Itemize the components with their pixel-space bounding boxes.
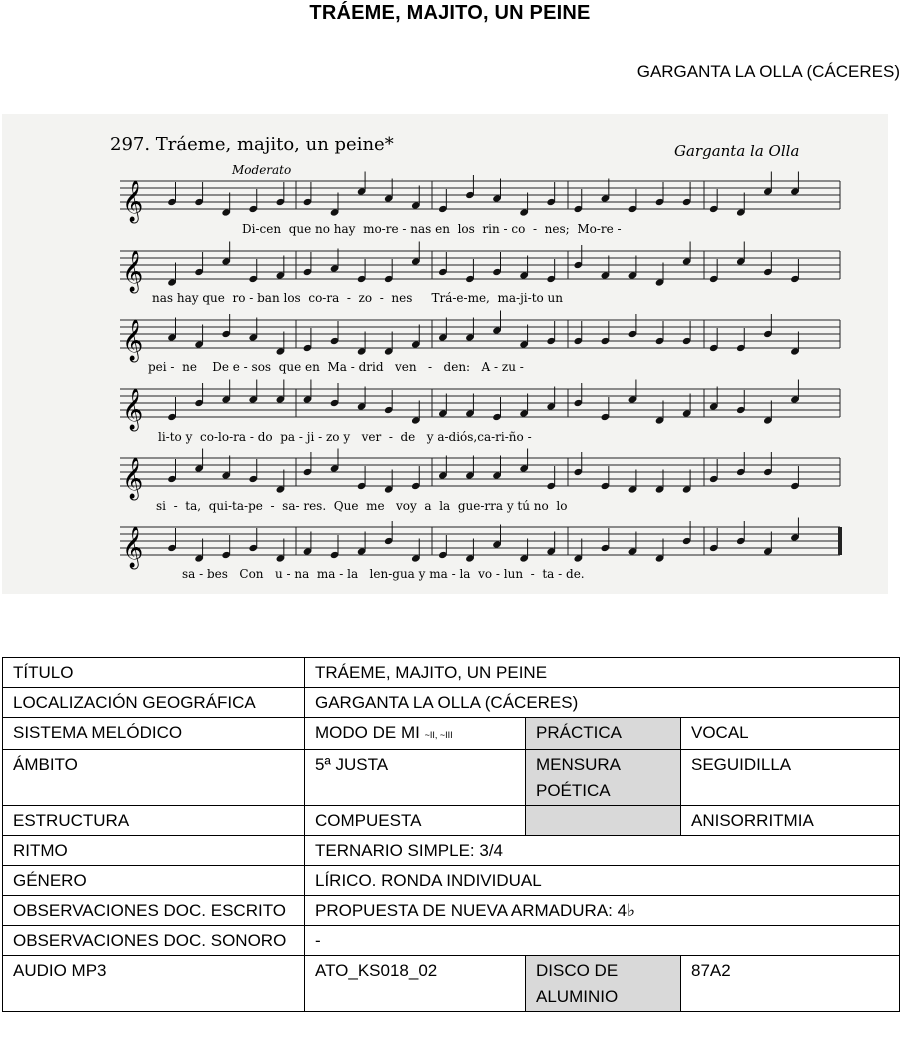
value-obs-escrito: PROPUESTA DE NUEVA ARMADURA: 4♭ [305,896,900,926]
label-ambito: ÁMBITO [3,750,305,806]
treble-clef-icon: 𝄞 [122,527,144,568]
treble-clef-icon: 𝄞 [122,389,144,430]
value-anisorritmia: ANISORRITMIA [681,806,900,836]
value-obs-sonoro: - [305,926,900,956]
row-obs-sonoro [3,926,900,956]
lyric-line-3: pei - ne De e - sos que en Ma - drid ven - den: A - zu - [148,360,524,374]
row-localizacion [3,688,900,718]
value-mensura: SEGUIDILLA [681,750,900,806]
value-disco: 87A2 [681,956,900,1012]
treble-clef-icon: 𝄞 [122,320,144,361]
treble-clef-icon: 𝄞 [122,458,144,499]
lyric-line-4: li-to y co-lo-ra - do pa - ji - zo y ver - de y a-diós,ca-ri-ño - [158,430,532,444]
value-practica: VOCAL [681,718,900,750]
value-sistema-suffix: ~II, ~III [424,730,453,740]
treble-clef-icon: 𝄞 [122,181,144,222]
staff [120,311,840,363]
value-localizacion: GARGANTA LA OLLA (CÁCERES) [305,688,900,718]
label-practica: PRÁCTICA [526,718,681,750]
staff [120,449,840,501]
document-location: GARGANTA LA OLLA (CÁCERES) [636,62,900,81]
row-ambito [3,750,900,806]
label-sistema: SISTEMA MELÓDICO [3,718,305,750]
label-mensura: MENSURA POÉTICA [526,750,681,806]
label-obs-sonoro: OBSERVACIONES DOC. SONORO [3,926,305,956]
label-audio: AUDIO MP3 [3,956,305,1012]
row-estructura [3,806,900,836]
lyric-line-5: si - ta, qui-ta-pe - sa- res. Que me voy a la gue-rra y tú no lo [156,499,568,513]
label-genero: GÉNERO [3,866,305,896]
row-obs-escrito [3,896,900,926]
empty-cell [526,806,681,836]
staff [120,172,840,224]
lyric-line-1: Di-cen que no hay mo-re - nas en los rin - co - nes; Mo-re - [242,222,622,236]
label-localizacion: LOCALIZACIÓN GEOGRÁFICA [3,688,305,718]
lyric-line-2: nas hay que ro - ban los co-ra - zo - nes Trá-e-me, ma-ji-to un [152,291,564,305]
value-audio: ATO_KS018_02 [305,956,526,1012]
value-ritmo: TERNARIO SIMPLE: 3/4 [305,836,900,866]
staff [120,380,840,432]
row-ritmo [3,836,900,866]
row-genero [3,866,900,896]
value-genero: LÍRICO. RONDA INDIVIDUAL [305,866,900,896]
value-estructura: COMPUESTA [305,806,526,836]
score-place: Garganta la Olla [674,142,800,160]
staff [120,242,840,294]
value-sistema [305,718,526,750]
label-disco: DISCO DE ALUMINIO [526,956,681,1012]
value-titulo: TRÁEME, MAJITO, UN PEINE [305,658,900,688]
label-obs-escrito: OBSERVACIONES DOC. ESCRITO [3,896,305,926]
metadata-table [2,657,900,1012]
music-score-image [2,114,888,594]
label-titulo: TÍTULO [3,658,305,688]
treble-clef-icon: 𝄞 [122,251,144,292]
score-heading: 297. Tráeme, majito, un peine* [110,134,394,155]
score-tempo: Moderato [232,163,292,177]
row-audio [3,956,900,1012]
value-ambito: 5ª JUSTA [305,750,526,806]
label-estructura: ESTRUCTURA [3,806,305,836]
row-sistema [3,718,900,750]
label-ritmo: RITMO [3,836,305,866]
staff [120,518,840,570]
row-titulo [3,658,900,688]
lyric-line-6: sa - bes Con u - na ma - la len-gua y ma - la vo - lun - ta - de. [182,567,585,581]
document-title: TRÁEME, MAJITO, UN PEINE [309,2,591,24]
value-sistema-text: MODO DE MI [315,723,420,742]
